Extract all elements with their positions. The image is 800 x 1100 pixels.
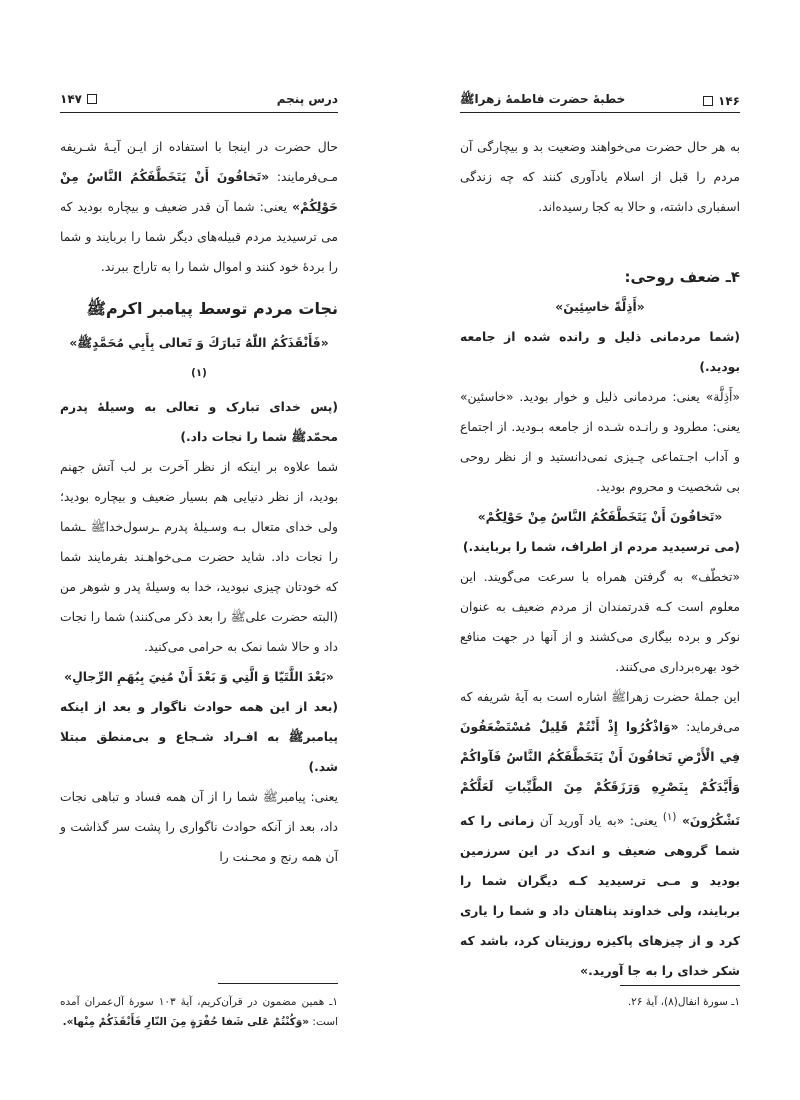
quote-translation: (شما مردمانی ذلیل و رانده شده از جامعه بودید.) — [460, 330, 740, 374]
paragraph: «أَذِلَّة» یعنی: مردمانی ذلیل و خوار بودید. «خاسئین» یعنی: مطرود و رانـده شـده از جامعه بـودید. از اجتماع و آداب اجـتماعی چـیزی نمی‌دانستید و از نظر روحی بی شخصیت و محروم بودید. — [460, 390, 740, 494]
header-divider — [60, 112, 338, 113]
page-header — [60, 92, 338, 106]
paragraph: این جملهٔ حضرت زهراﷺ اشاره است به آیهٔ شریفه که می‌فرماید: «وَاذْكُرُوا إِذْ أَنْتُمْ قَلِيلٌ مُسْتَضْعَفُونَ فِي الْأَرْضِ تَخافُونَ أَنْ يَتَخَطَّفَكُمُ النَّاسُ فَآواكُمْ وَأَيَّدَكُمْ بِنَصْرِهِ وَرَزَقَكُمْ مِنَ الطَّيِّباتِ لَعَلَّكُمْ تَشْكُرُونَ» $^{(۱)}$ یعنی: «به یاد آورید آن زمانی را که شما گروهی ضعیف و اندک در این سرزمین بودید و مـی ترسیدید کـه دیگران شما را بربایند، ولی خداوند پناهتان داد و شما را یاری کرد و از چیزهای پاکیزه روزیتان کرد، باشد که شکر خدای را به جا آورید.» — [460, 690, 740, 979]
page-number: ۱۴۶ — [703, 94, 740, 108]
header-divider — [460, 112, 740, 113]
page-number: ۱۴۷ — [60, 92, 97, 106]
section-heading: نجات مردم توسط پیامبر اکرمﷺ — [86, 299, 338, 318]
footnote: ۱ـ سورهٔ انفال(۸)، آیهٔ ۲۶. — [627, 996, 740, 1008]
quote-translation: (پس خدای تبارک و تعالی به وسیلهٔ پدرم محمّدﷺ شما را نجات داد.) — [60, 400, 338, 445]
paragraph: یعنی: پیامبرﷺ شما را از آن همه فساد و تباهی نجات داد، بعد از آنکه حوادث ناگواری را پشت سر گذاشت و آن همه رنج و محـنت را — [60, 790, 338, 865]
square-icon — [87, 94, 97, 104]
footnote-ref: (۱) — [662, 811, 677, 823]
footnote-ref: (۱) — [191, 367, 207, 379]
quote-translation: (بعد از این همه حوادث ناگوار و بعد از اینکه پیامبرﷺ به افـراد شـجاع و بی‌منطق مبتلا شد.) — [60, 700, 338, 775]
paragraph: حال حضرت در اینجا با استفاده از ایـن آیـهٔ شـریفه مـی‌فرمایند: «تَخافُونَ أَنْ يَتَخَطَّفَكُمُ النَّاسُ مِنْ حَوْلِكُمْ» یعنی: شما آن قدر ضعیف و بیچاره بودید که می ترسیدید مردم قبیله‌های دیگر شما را بربایند و شما را بردهٔ خود کنند و اموال شما را به تاراج ببرند. — [60, 140, 338, 274]
chapter-title: درس پنجم — [276, 92, 338, 106]
page-146 — [400, 0, 800, 1100]
sermon-quote: «أَذِلَّةً خاسِئِينَ» — [555, 300, 645, 314]
square-icon — [703, 96, 713, 106]
quran-verse: «وَاذْكُرُوا إِذْ أَنْتُمْ قَلِيلٌ مُسْتَضْعَفُونَ فِي الْأَرْضِ تَخافُونَ أَنْ يَتَخَطَّفَكُمُ النَّاسُ فَآواكُمْ وَأَيَّدَكُمْ بِنَصْرِهِ وَرَزَقَكُمْ مِنَ الطَّيِّباتِ لَعَلَّكُمْ تَشْكُرُونَ» — [460, 720, 740, 829]
quote-translation: (می ترسیدید مردم از اطراف، شما را بربایند.) — [462, 540, 740, 554]
sermon-quote: «تَخافُونَ أَنْ يَتَخَطَّفَكُمُ النَّاسُ مِنْ حَوْلِكُمْ» — [477, 510, 723, 524]
book-title: خطبهٔ حضرت فاطمهٔ زهراﷺ — [460, 92, 626, 106]
page-header — [460, 92, 740, 109]
paragraph: شما علاوه بر اینکه از نظر آخرت بر لب آتش جهنم بودید، از نظر دنیایی هم بسیار ضعیف و بیچاره بودید؛ ولی خدای متعال بـه وسـیلهٔ پدرم ـرسول‌خداﷺ ـشما را نجات داد. شاید حضرت مـی‌خواهـند بفرمایند شما که خودتان چیزی نبودید، خدا به وسیلهٔ پدر و شوهر من (البته حضرت علیﷺ را بعد ذکر می‌کنند) شما را نجات داد و حالا شما نمک به حرامی می‌کنید. — [60, 460, 338, 655]
sermon-quote: «بَعْدَ اللَّتَيّا وَ الَّتِي وَ بَعْدَ أَنْ مُنِيَ بِبُهَمِ الرِّجالِ» — [64, 670, 334, 685]
footnote: ۱ـ همین مضمون در قرآن‌کریم، آیهٔ ۱۰۳ سورهٔ آل‌عمران آمده است: «وَكُنْتُمْ عَلى شَفا حُفْرَةٍ مِنَ النّارِ فَأَنْقَذَكُمْ مِنْها». — [60, 996, 338, 1028]
quran-verse: «تَخافُونَ أَنْ يَتَخَطَّفَكُمُ النَّاسُ مِنْ حَوْلِكُمْ» — [60, 170, 338, 214]
section-heading: ۴ـ ضعف روحی: — [624, 268, 740, 286]
paragraph: «تخطّف» به گرفتن همراه با سرعت می‌گویند. این معلوم است کـه قدرتمندان از مردم ضعیف به عنوان نوکر و برده بیگاری می‌کشند و از آنها در جهت منافع خود بهره‌برداری می‌کنند. — [460, 570, 740, 674]
paragraph: به هر حال حضرت می‌خواهند وضعیت بد و بیچارگی آن مردم را قبل از اسلام یادآوری کنند که چه زندگی اسفباری داشته، و حالا به کجا رسیده‌اند. — [460, 140, 740, 214]
page-body — [60, 132, 338, 872]
page-body — [460, 132, 740, 986]
sermon-quote: «فَأَنْقَذَكُمُ اللّٰهُ تَبارَكَ وَ تَعالى بِأَبِي مُحَمَّدٍﷺ» $^{(۱)}$ — [69, 336, 329, 379]
footnote-divider — [620, 985, 740, 986]
footnote-divider — [218, 983, 338, 984]
